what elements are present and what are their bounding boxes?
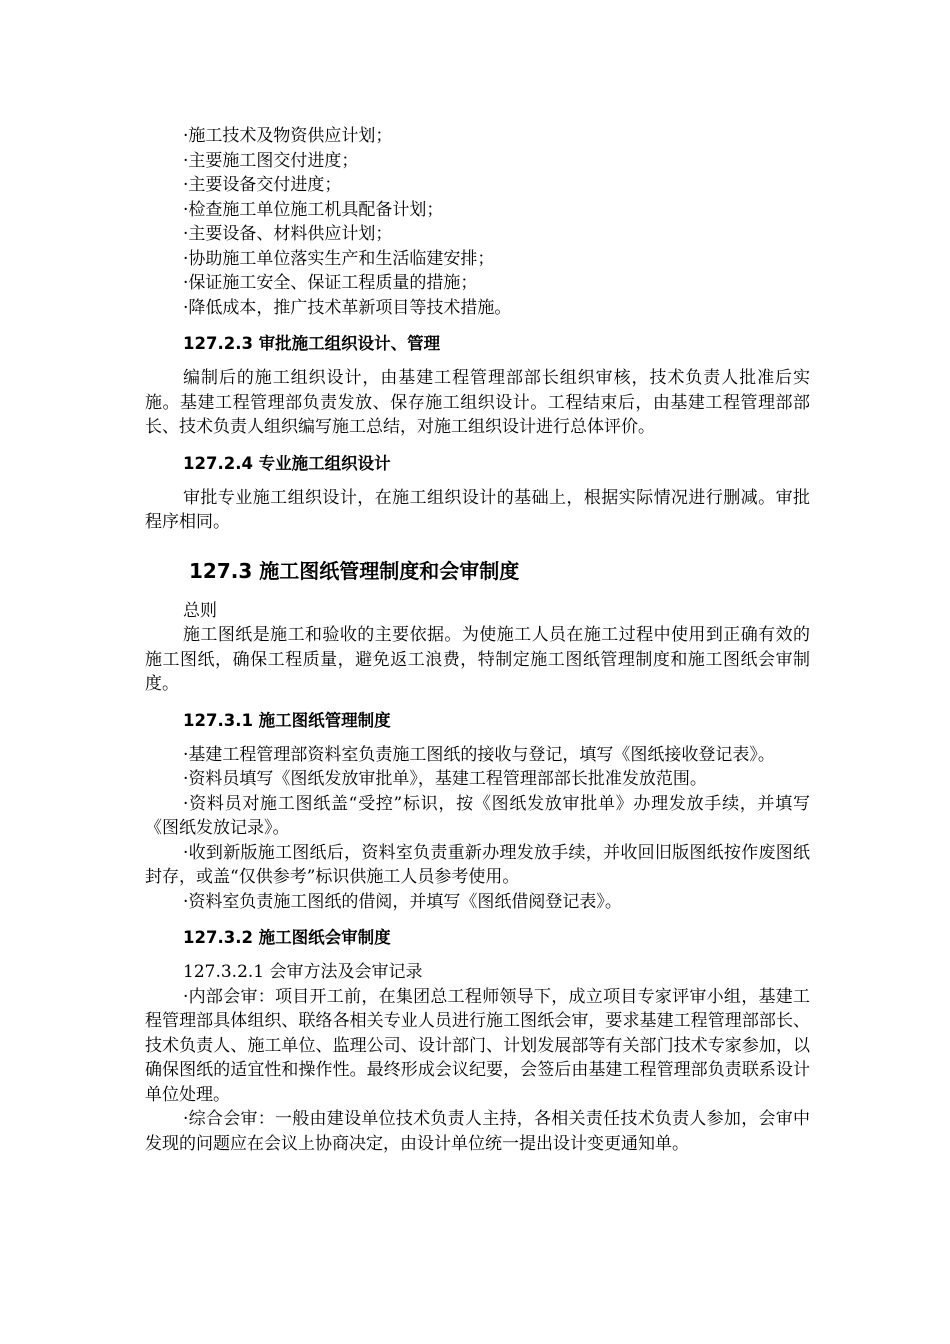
list-item: ·协助施工单位落实生产和生活临建安排；: [183, 248, 495, 269]
list-item: ·主要设备、材料供应计划；: [183, 224, 393, 244]
general-label: 总则: [183, 600, 217, 621]
list-item: ·主要施工图交付进度；: [183, 150, 359, 171]
list-item: ·基建工程管理部资料室负责施工图纸的接收与登记，填写《图纸接收登记表》。: [183, 744, 775, 765]
list-item: ·综合会审：一般由建设单位技术负责人主持，各相关责任技术负责人参加，会审中发现的问题应在会议上协商决定，由设计单位统一提出设计变更通知单。: [145, 1109, 810, 1154]
list-item: ·主要设备交付进度；: [183, 175, 342, 195]
bullet-list-top: [145, 124, 810, 320]
list-item: ·资料室负责施工图纸的借阅，并填写《图纸借阅登记表》。: [183, 891, 622, 912]
list-item: ·施工技术及物资供应计划；: [183, 126, 393, 146]
list-item: ·资料员填写《图纸发放审批单》，基建工程管理部部长批准发放范围。: [183, 769, 707, 789]
section-heading-127-3-1: 127.3.1 施工图纸管理制度: [183, 710, 391, 730]
subsection-label: 127.3.2.1 会审方法及会审记录: [183, 962, 423, 982]
section-heading-127-3: 127.3 施工图纸管理制度和会审制度: [189, 558, 520, 583]
list-item: ·收到新版施工图纸后，资料室负责重新办理发放手续，并收回旧版图纸按作废图纸封存，或盖“仅供参考”标识供施工人员参考使用。: [145, 842, 810, 887]
paragraph: 施工图纸是施工和验收的主要依据。为使施工人员在施工过程中使用到正确有效的施工图纸，确保工程质量，避免返工浪费，特制定施工图纸管理制度和施工图纸会审制度。: [145, 625, 810, 694]
section-heading-127-3-2: 127.3.2 施工图纸会审制度: [183, 928, 391, 947]
paragraph: 编制后的施工组织设计，由基建工程管理部部长组织审核，技术负责人批准后实施。基建工程管理部负责发放、保存施工组织设计。工程结束后，由基建工程管理部部长、技术负责人组织编写施工总结，对施工组织设计进行总体评价。: [145, 368, 810, 437]
list-item: ·内部会审：项目开工前，在集团总工程师领导下，成立项目专家评审小组，基建工程管理部具体组织、联络各相关专业人员进行施工图纸会审，要求基建工程管理部部长、技术负责人、施工单位、监理公司、设计部门、计划发展部等有关部门技术专家参加，以确保图纸的适宜性和操作性。最终形成会议纪要，会签后由基建工程管理部负责联系设计单位处理。: [145, 986, 810, 1105]
list-item: ·检查施工单位施工机具配备计划；: [183, 199, 444, 220]
list-item: ·资料员对施工图纸盖“受控”标识，按《图纸发放审批单》办理发放手续，并填写《图纸发放记录》。: [145, 793, 810, 838]
section-heading-127-2-4: 127.2.4 专业施工组织设计: [183, 453, 391, 473]
section-heading-127-2-3: 127.2.3 审批施工组织设计、管理: [183, 334, 441, 353]
list-item: ·保证施工安全、保证工程质量的措施；: [183, 273, 478, 293]
paragraph: 审批专业施工组织设计，在施工组织设计的基础上，根据实际情况进行删减。审批程序相同。: [145, 487, 810, 532]
list-item: ·降低成本，推广技术革新项目等技术措施。: [183, 297, 512, 318]
document-page: [145, 124, 810, 1156]
